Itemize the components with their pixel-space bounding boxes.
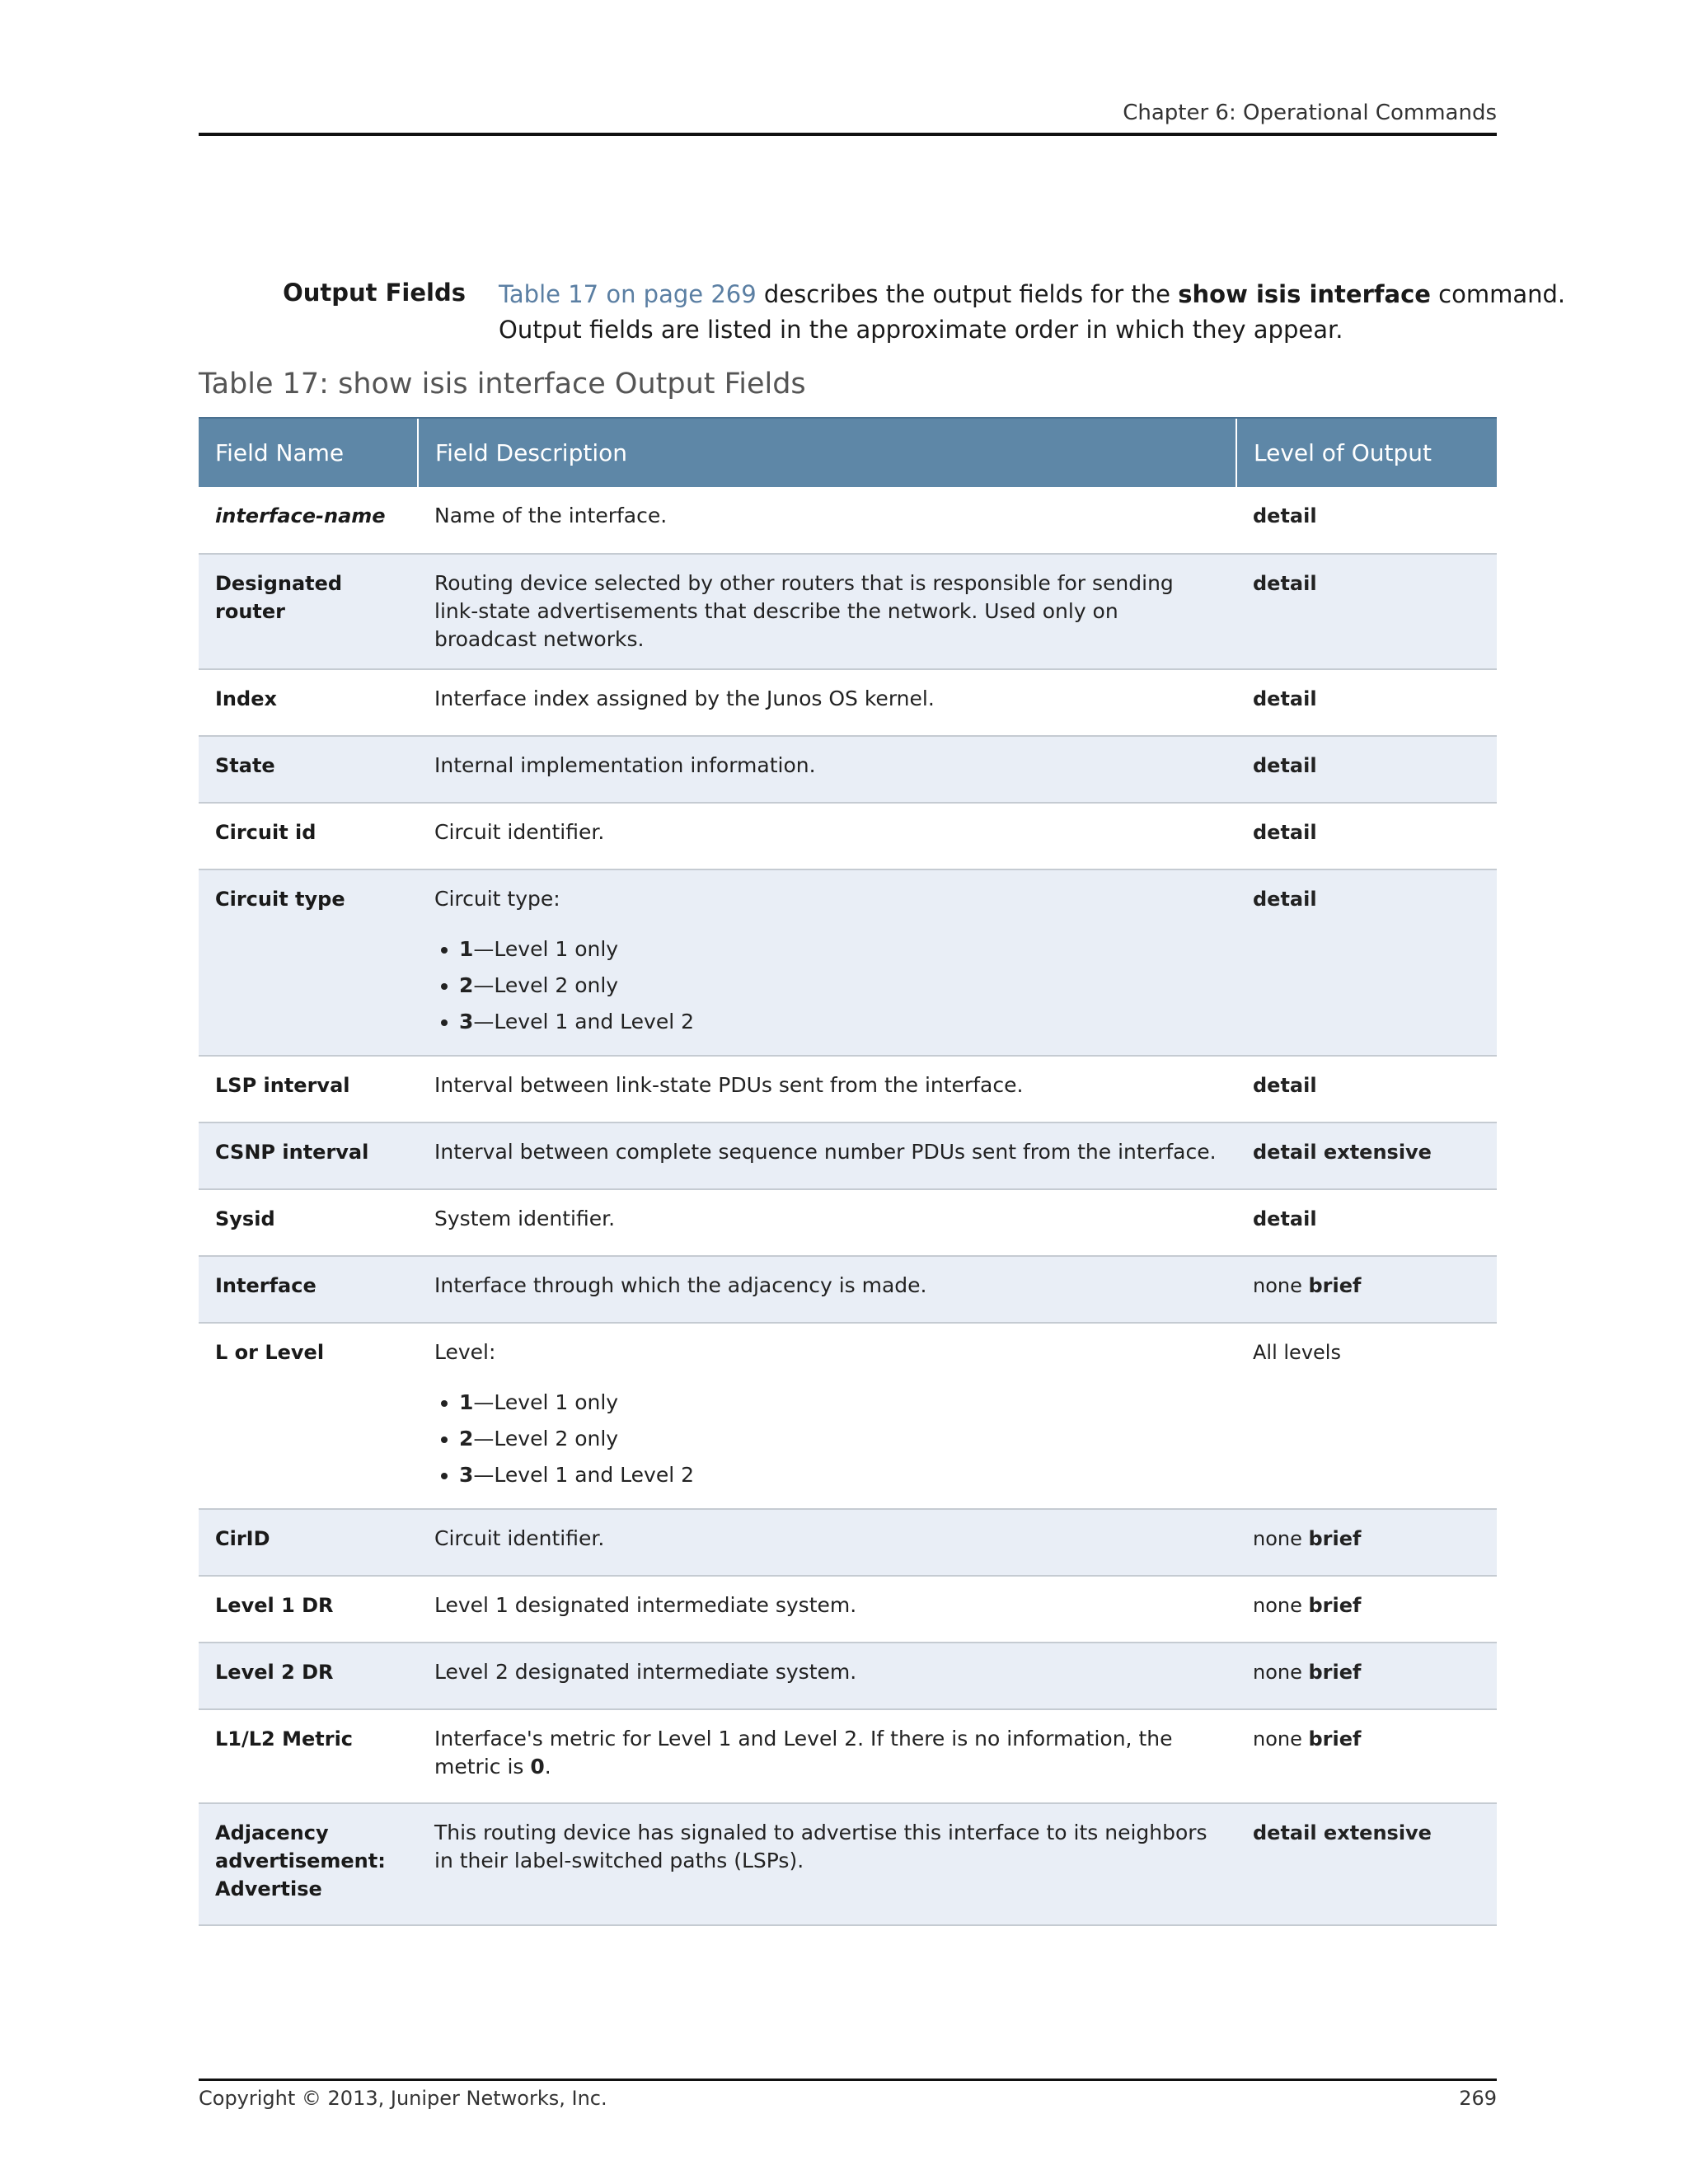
field-description: Level 2 designated intermediate system. — [418, 1643, 1236, 1709]
field-level — [1236, 487, 1497, 554]
field-name: Sysid — [199, 1189, 418, 1256]
table-row — [199, 554, 1497, 669]
field-level — [1236, 803, 1497, 869]
description-text: Interface's metric for Level 1 and Level 2. If there is no information, the metric is — [434, 1727, 1173, 1779]
table-title: Table 17: show isis interface Output Fields — [199, 368, 806, 401]
list-item: • 2—Level 2 only — [459, 968, 1220, 1004]
output-fields-text-1: describes the output fields for the — [756, 280, 1179, 308]
level-plain: none — [1253, 1661, 1309, 1684]
output-fields-description — [499, 277, 1566, 348]
list-item: • 2—Level 2 only — [459, 1421, 1220, 1457]
header-field-name: Field Name — [199, 418, 418, 487]
field-description: Level 1 designated intermediate system. — [418, 1576, 1236, 1643]
level-plain: All levels — [1253, 1341, 1341, 1364]
field-level — [1236, 1056, 1497, 1122]
table-row — [199, 487, 1497, 554]
level-plain: none — [1253, 1274, 1309, 1297]
output-fields-label: Output Fields — [283, 279, 466, 307]
table-row — [199, 1189, 1497, 1256]
field-name: Index — [199, 669, 418, 736]
level-bold: detail extensive — [1253, 1141, 1432, 1164]
field-description — [418, 1323, 1236, 1509]
list-item: • 1—Level 1 only — [459, 931, 1220, 968]
field-level — [1236, 736, 1497, 803]
output-fields-table — [199, 417, 1497, 1926]
field-description: Interval between link-state PDUs sent from the interface. — [418, 1056, 1236, 1122]
table-row — [199, 1256, 1497, 1323]
table-row — [199, 736, 1497, 803]
field-description: Interface index assigned by the Junos OS kernel. — [418, 669, 1236, 736]
footer-rule — [199, 2079, 1497, 2081]
level-bold: brief — [1308, 1727, 1362, 1750]
field-name: LSP interval — [199, 1056, 418, 1122]
field-description: This routing device has signaled to advertise this interface to its neighbors in their label-switched paths (LSPs). — [418, 1803, 1236, 1925]
level-bold: detail — [1253, 888, 1317, 911]
field-level — [1236, 1509, 1497, 1576]
list-item: • 3—Level 1 and Level 2 — [459, 1457, 1220, 1493]
field-level — [1236, 869, 1497, 1056]
page-number: 269 — [1459, 2087, 1497, 2110]
level-bold: detail extensive — [1253, 1821, 1432, 1844]
table-header-row — [199, 418, 1497, 487]
field-name: Circuit type — [199, 869, 418, 1056]
output-fields-text-2: command. — [1430, 280, 1566, 308]
header-rule — [199, 133, 1497, 136]
field-description: Interval between complete sequence number PDUs sent from the interface. — [418, 1122, 1236, 1189]
field-level — [1236, 1122, 1497, 1189]
field-level — [1236, 1189, 1497, 1256]
field-name: L or Level — [199, 1323, 418, 1509]
field-name: Designated router — [199, 554, 418, 669]
level-plain: none — [1253, 1727, 1309, 1750]
description-list — [434, 931, 1220, 1040]
field-level — [1236, 1709, 1497, 1803]
table-row — [199, 669, 1497, 736]
chapter-header: Chapter 6: Operational Commands — [1123, 101, 1497, 125]
field-name: Level 1 DR — [199, 1576, 418, 1643]
level-bold: detail — [1253, 1074, 1317, 1097]
table-row — [199, 1323, 1497, 1509]
table-row — [199, 1122, 1497, 1189]
field-name: Adjacency advertisement: Advertise — [199, 1803, 418, 1925]
header-field-description: Field Description — [418, 418, 1236, 487]
table-reference-link[interactable]: Table 17 on page 269 — [499, 280, 757, 308]
table-row — [199, 1709, 1497, 1803]
level-bold: detail — [1253, 821, 1317, 844]
level-bold: detail — [1253, 1207, 1317, 1230]
field-description — [418, 1709, 1236, 1803]
field-name: Circuit id — [199, 803, 418, 869]
level-plain: none — [1253, 1594, 1309, 1617]
table-row — [199, 1576, 1497, 1643]
description-text: Circuit type: — [434, 887, 560, 911]
table-row — [199, 803, 1497, 869]
list-item: • 3—Level 1 and Level 2 — [459, 1004, 1220, 1040]
field-level — [1236, 1803, 1497, 1925]
description-list — [434, 1385, 1220, 1493]
field-description: Internal implementation information. — [418, 736, 1236, 803]
field-level — [1236, 554, 1497, 669]
field-level — [1236, 1323, 1497, 1509]
table-row — [199, 869, 1497, 1056]
field-description: Interface through which the adjacency is made. — [418, 1256, 1236, 1323]
field-description: Circuit identifier. — [418, 803, 1236, 869]
field-name: Level 2 DR — [199, 1643, 418, 1709]
description-bold: 0 — [530, 1755, 545, 1779]
field-name: CSNP interval — [199, 1122, 418, 1189]
level-bold: detail — [1253, 687, 1317, 710]
field-name: interface-name — [199, 487, 418, 554]
field-level — [1236, 669, 1497, 736]
command-name: show isis interface — [1178, 280, 1431, 308]
header-level-of-output: Level of Output — [1236, 418, 1497, 487]
field-name: State — [199, 736, 418, 803]
field-name: L1/L2 Metric — [199, 1709, 418, 1803]
field-level — [1236, 1643, 1497, 1709]
level-bold: brief — [1308, 1527, 1362, 1550]
description-text: Level: — [434, 1340, 496, 1364]
table-row — [199, 1509, 1497, 1576]
field-level — [1236, 1256, 1497, 1323]
footer-copyright: Copyright © 2013, Juniper Networks, Inc. — [199, 2087, 607, 2110]
field-description: System identifier. — [418, 1189, 1236, 1256]
level-plain: none — [1253, 1527, 1309, 1550]
level-bold: detail — [1253, 504, 1317, 527]
table-row — [199, 1803, 1497, 1925]
field-description — [418, 869, 1236, 1056]
field-level — [1236, 1576, 1497, 1643]
list-item: • 1—Level 1 only — [459, 1385, 1220, 1421]
description-end: . — [544, 1755, 551, 1779]
field-description: Routing device selected by other routers that is responsible for sending link-state advertisements that describe the network. Used only on broadcast networks. — [418, 554, 1236, 669]
field-description: Circuit identifier. — [418, 1509, 1236, 1576]
table-row — [199, 1056, 1497, 1122]
output-fields-text-3: Output fields are listed in the approximate order in which they appear. — [499, 316, 1343, 344]
level-bold: detail — [1253, 572, 1317, 595]
level-bold: brief — [1308, 1274, 1362, 1297]
table-row — [199, 1643, 1497, 1709]
field-description: Name of the interface. — [418, 487, 1236, 554]
level-bold: detail — [1253, 754, 1317, 777]
level-bold: brief — [1308, 1594, 1362, 1617]
level-bold: brief — [1308, 1661, 1362, 1684]
field-name: Interface — [199, 1256, 418, 1323]
field-name: CirID — [199, 1509, 418, 1576]
